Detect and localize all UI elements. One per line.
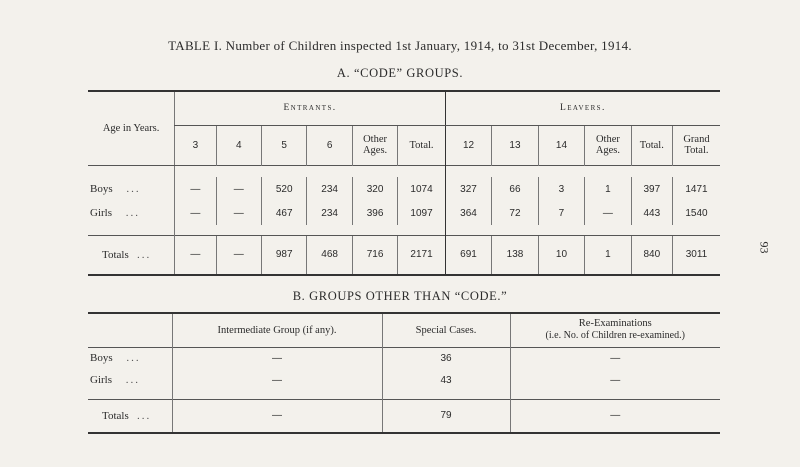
cell: 1540 (672, 201, 720, 225)
cell: — (172, 369, 382, 391)
table-row (88, 201, 720, 225)
col-header: 12 (445, 125, 491, 165)
cell: 1097 (398, 201, 446, 225)
totals-row (88, 235, 720, 275)
intermediate-group-header: Intermediate Group (if any). (172, 313, 382, 347)
row-label: Totals ... (88, 399, 172, 433)
other-groups-table (88, 312, 720, 434)
cell: — (585, 201, 631, 225)
col-header: 6 (307, 125, 352, 165)
cell: — (172, 399, 382, 433)
cell: 79 (382, 399, 510, 433)
cell: — (216, 235, 261, 275)
cell: — (216, 201, 261, 225)
page-number: 93 (757, 241, 772, 254)
cell: 443 (631, 201, 672, 225)
cell: — (216, 177, 261, 201)
table-row (88, 369, 720, 391)
age-header: Age in Years. (88, 91, 175, 165)
cell: 716 (352, 235, 397, 275)
cell: 327 (445, 177, 491, 201)
cell: 36 (382, 347, 510, 369)
col-header: Grand Total. (672, 125, 720, 165)
special-cases-header: Special Cases. (382, 313, 510, 347)
row-label: Girls ... (90, 207, 140, 219)
cell: 234 (307, 177, 352, 201)
cell: 10 (538, 235, 584, 275)
cell: 397 (631, 177, 672, 201)
totals-row (88, 399, 720, 433)
cell: 364 (445, 201, 491, 225)
col-header: 5 (261, 125, 306, 165)
cell: 1074 (398, 177, 446, 201)
cell: 840 (631, 235, 672, 275)
code-groups-table (88, 90, 720, 276)
cell: 320 (352, 177, 397, 201)
cell: 1471 (672, 177, 720, 201)
cell: 1 (585, 235, 631, 275)
col-header: 14 (538, 125, 584, 165)
cell: 7 (538, 201, 584, 225)
cell: 1 (585, 177, 631, 201)
cell: 987 (261, 235, 306, 275)
col-header: Total. (398, 125, 446, 165)
row-label: Boys ... (90, 352, 141, 365)
cell: 2171 (398, 235, 446, 275)
col-header: 3 (175, 125, 216, 165)
cell: — (172, 347, 382, 369)
cell: 72 (492, 201, 538, 225)
cell: 66 (492, 177, 538, 201)
table-row (88, 347, 720, 369)
col-header: 13 (492, 125, 538, 165)
cell: 396 (352, 201, 397, 225)
leavers-header: Leavers. (445, 91, 720, 125)
cell: — (175, 201, 216, 225)
cell: 3011 (672, 235, 720, 275)
cell: 691 (445, 235, 491, 275)
cell: — (510, 369, 720, 391)
col-header: Other Ages. (585, 125, 631, 165)
col-header: Other Ages. (352, 125, 397, 165)
cell: 520 (261, 177, 306, 201)
cell: — (510, 399, 720, 433)
cell: 138 (492, 235, 538, 275)
table-title: TABLE I. Number of Children inspected 1st January, 1914, to 31st December, 1914. (168, 38, 632, 53)
row-label: Totals ... (88, 235, 175, 275)
cell: 468 (307, 235, 352, 275)
cell: 43 (382, 369, 510, 391)
section-a-title: A. “CODE” GROUPS. (336, 66, 464, 80)
table-row (88, 177, 720, 201)
cell: 467 (261, 201, 306, 225)
cell: — (510, 347, 720, 369)
col-header: Total. (631, 125, 672, 165)
re-examinations-header: Re-Examinations (i.e. No. of Children re-examined.) (510, 313, 720, 347)
cell: — (175, 235, 216, 275)
cell: — (175, 177, 216, 201)
section-b-title: B. GROUPS OTHER THAN “CODE.” (292, 289, 508, 303)
cell: 234 (307, 201, 352, 225)
entrants-header: Entrants. (175, 91, 446, 125)
row-label: Girls ... (90, 374, 140, 386)
row-label: Boys ... (90, 183, 141, 195)
cell: 3 (538, 177, 584, 201)
col-header: 4 (216, 125, 261, 165)
